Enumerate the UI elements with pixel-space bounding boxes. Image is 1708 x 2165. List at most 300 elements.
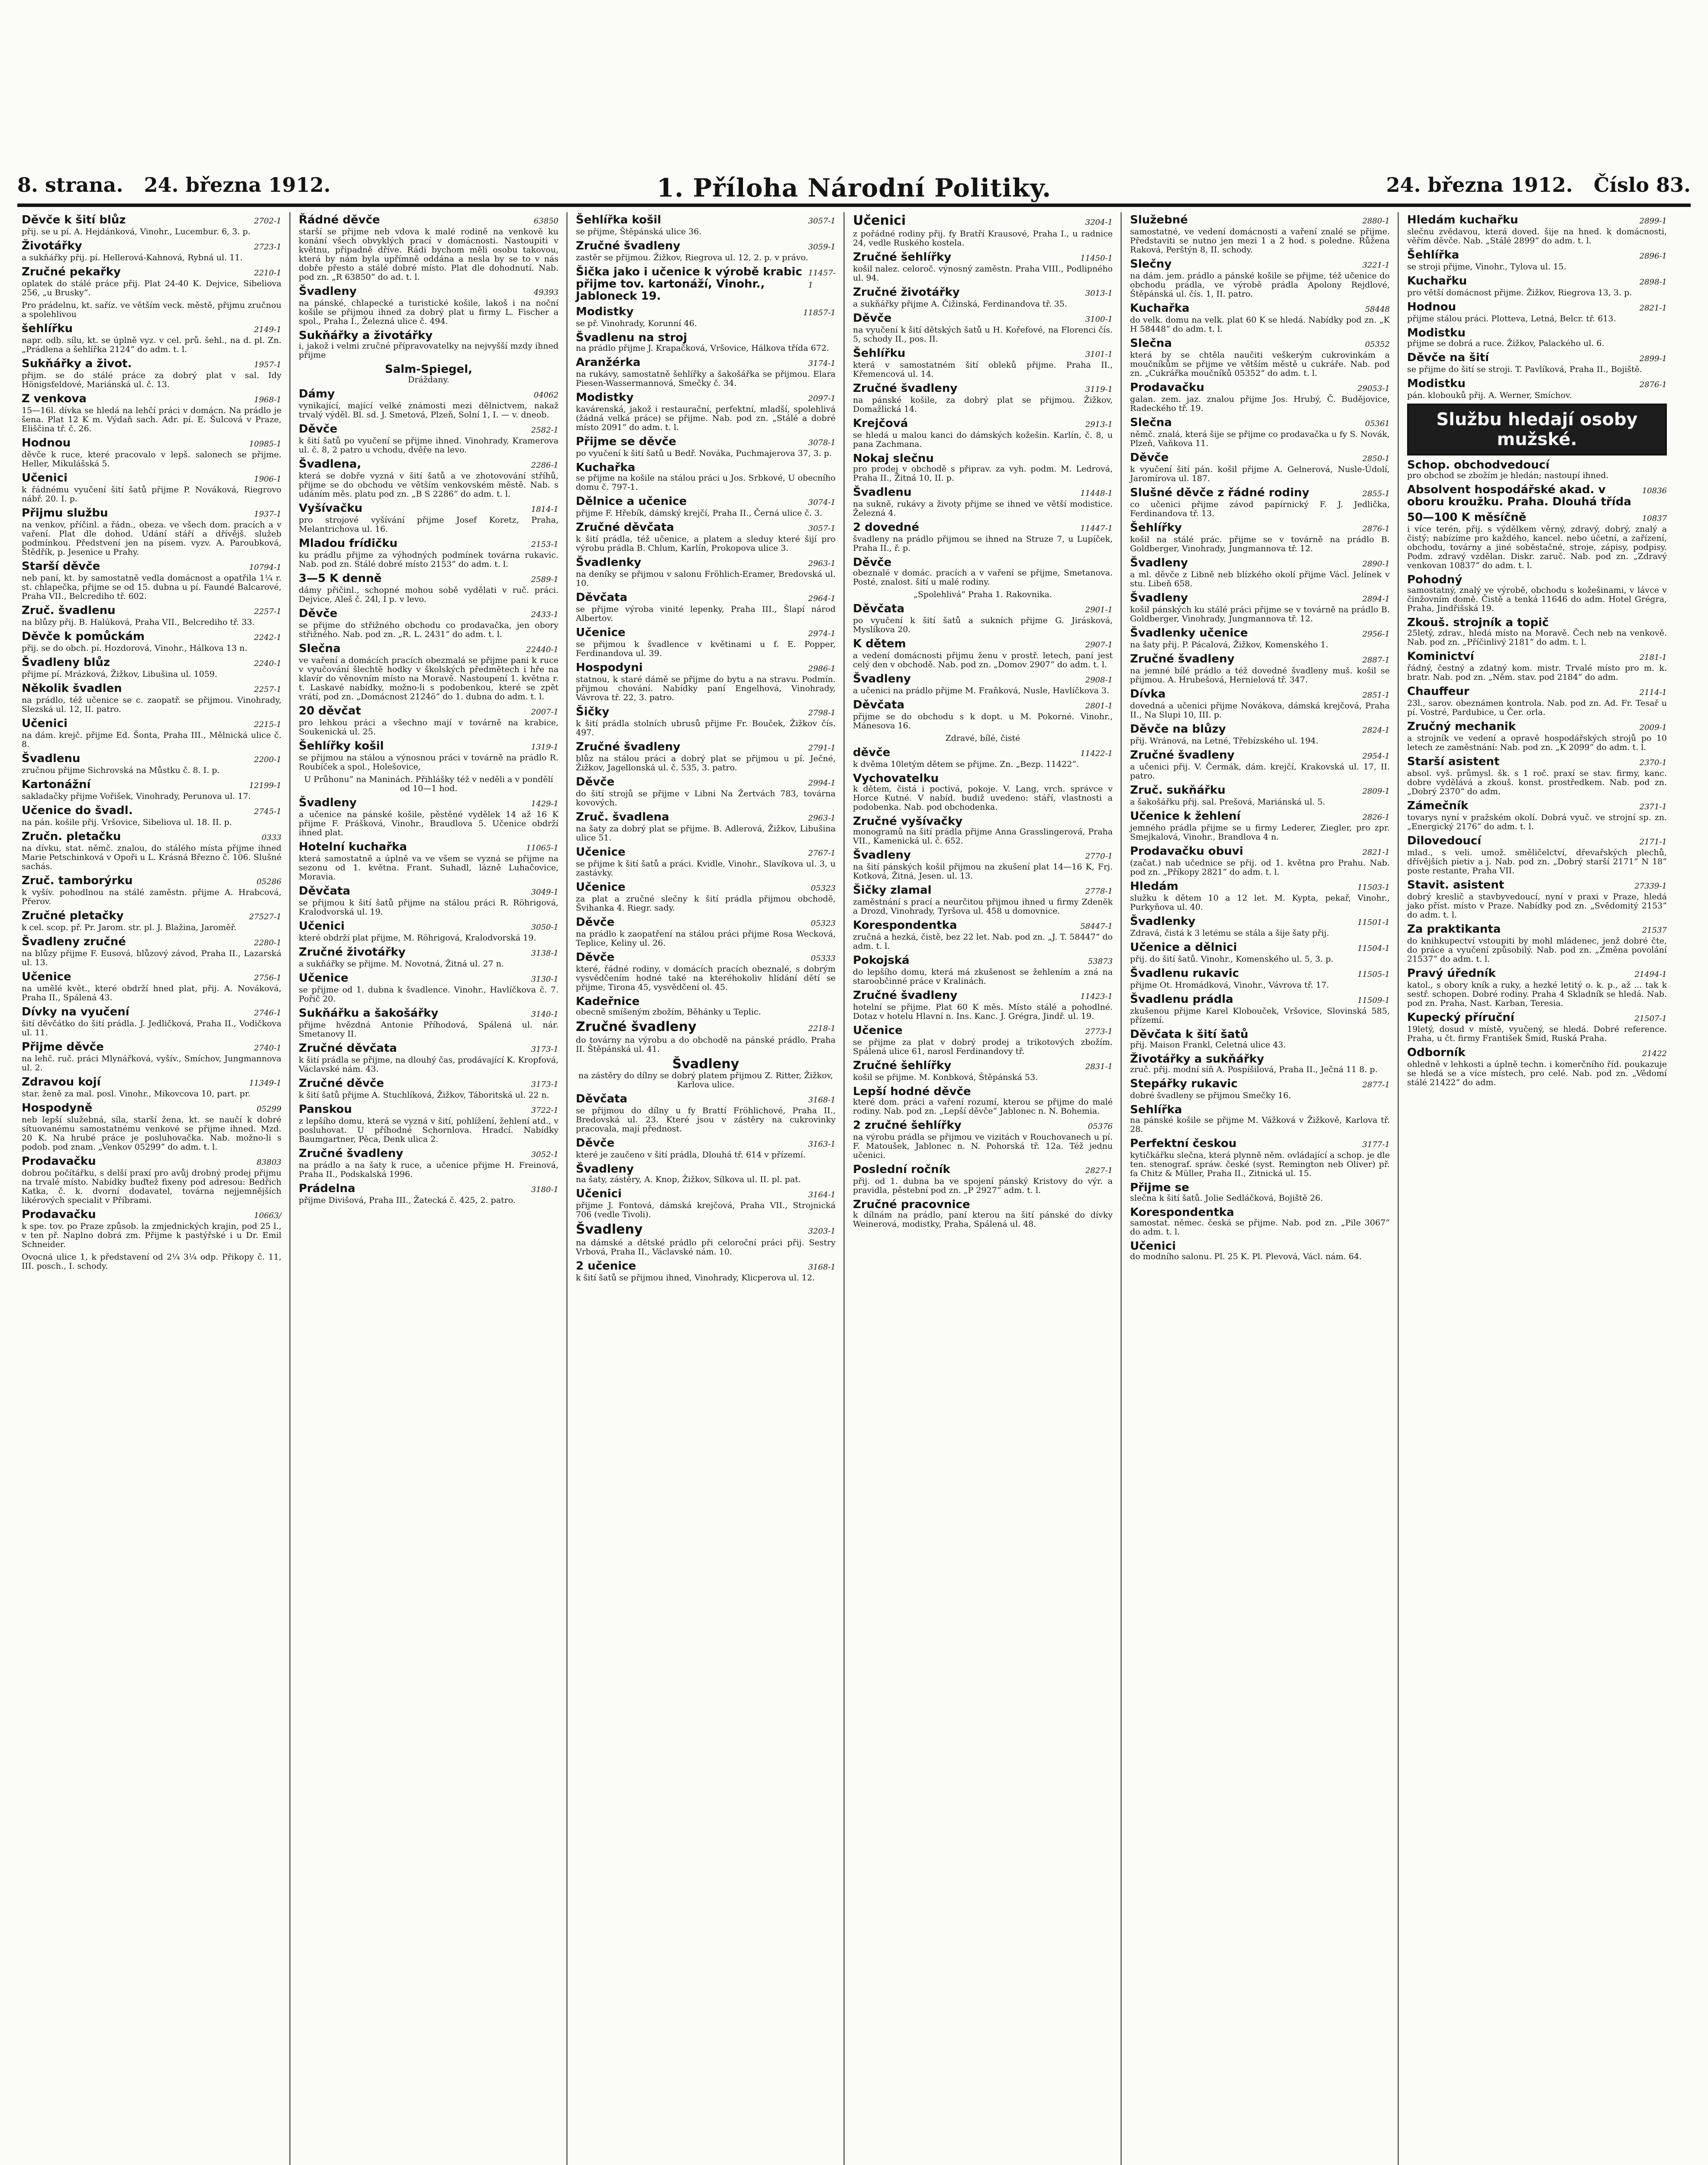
classified-ad	[576, 1260, 836, 1283]
ad-heading	[853, 849, 1113, 863]
ad-body: se stroji přijme, Vinohr., Tylova ul. 15.	[1407, 262, 1566, 271]
ad-body: po vyučení k šití šatů u Bedř. Nováka, Puchmajerova 37, 3. p.	[576, 449, 832, 458]
classified-ad	[853, 382, 1113, 414]
ad-code: 2242-1	[254, 633, 281, 642]
ad-body: na lehč. ruč. práci Mlynářková, vyšív., Smíchov, Jungmannova ul. 2.	[22, 1054, 281, 1073]
classified-ad	[576, 556, 836, 588]
ad-code: 2371-1	[1639, 802, 1667, 811]
ad-heading	[1407, 214, 1667, 227]
ad-title: Šehlířky	[1130, 521, 1182, 534]
ad-code: 2097-1	[808, 394, 836, 403]
ad-heading	[1130, 417, 1390, 430]
ad-code: 3168-1	[808, 1095, 836, 1105]
classified-ad	[22, 1041, 281, 1073]
ad-code: 2215-1	[254, 720, 281, 729]
ad-heading	[1407, 756, 1667, 769]
ad-code: 2433-1	[531, 610, 559, 619]
ad-title: Děvče	[299, 423, 338, 436]
classified-ad	[576, 1163, 836, 1184]
ad-title: Aranžérka	[576, 356, 641, 369]
classified-ad	[576, 776, 836, 808]
ad-heading	[576, 266, 836, 302]
ad-title: Prodavačku	[22, 1208, 96, 1221]
classified-ad	[576, 846, 836, 878]
ad-heading	[1130, 653, 1390, 666]
ad-title: Děvče	[299, 607, 338, 620]
classified-ad	[299, 388, 559, 420]
ad-code: 2370-1	[1639, 758, 1667, 767]
ad-heading	[1130, 258, 1390, 271]
ad-code: 11450-1	[1080, 254, 1113, 263]
ad-code: 2114-1	[1639, 688, 1667, 697]
ad-heading	[299, 1042, 559, 1056]
ad-column-3	[571, 212, 840, 2165]
ad-heading	[22, 358, 281, 371]
ad-body: děvče k ruce, které pracovalo v lepš. salonech se přijme. Heller, Mikulášská 5.	[22, 450, 281, 469]
ad-title: Zručné děvče	[299, 1077, 384, 1090]
ad-title: Šehlířky košil	[299, 740, 384, 753]
ad-title: Švadlenu rukavic	[1130, 967, 1239, 980]
classified-ad	[853, 884, 1113, 916]
ad-code: 3057-1	[808, 524, 836, 533]
ad-code: 2702-1	[254, 216, 281, 226]
classified-ad	[576, 521, 836, 553]
ad-title: Prodavačku obuvi	[1130, 845, 1243, 858]
ad-heading	[1407, 275, 1667, 288]
ad-code: 3173-1	[531, 1080, 559, 1089]
classified-ad	[299, 285, 559, 326]
ad-heading	[853, 884, 1113, 898]
ad-body: 15—16l. dívka se hledá na lehčí práci v domácn. Na prádlo je šena. Plat 12 K m. Výdaň sach. Adr. pí. E. Šulcová v Praze, Eliščina tř. č. 26.	[22, 406, 281, 433]
ad-body: pro větší domácnost přijme. Žižkov, Riegrova 13, 3. p.	[1407, 288, 1632, 297]
ad-body: tovarys nyní v pražském okolí. Dobrá vyuč. ve strojní sp. zn. „Energický 2176“ do adm. t. l.	[1407, 813, 1667, 831]
ad-body: starší se přijme neb vdova k malé rodině na venkově ku konání všech obvyklých prací v domácnosti. Nastoupiti v květnu, připadně dříve. Rádi bychom měli osobu takovou, která by nám byla upřímně oddána a nesla by se to v nás dobře přesto a stálé dobré místo. Plat dle dohodnutí. Nab. pod zn. „R 63850“ do ad. t. l.	[299, 227, 559, 282]
ad-title: Učenice	[853, 1024, 903, 1037]
classified-ad	[853, 989, 1113, 1021]
ad-body: vynikající, mající velké známosti mezi dělnictvem, nakaž trvalý výděl. Bl. sd. J. Smetová, Plzeň, Solní 1, I. — v. dneob.	[299, 401, 559, 420]
ad-title: Děvče	[576, 776, 615, 788]
classified-ad	[22, 936, 281, 967]
ad-title: Učenice	[576, 881, 626, 894]
ad-heading	[1130, 749, 1390, 763]
ad-heading	[576, 306, 836, 319]
ad-heading	[1407, 574, 1667, 586]
ad-heading	[576, 240, 836, 253]
classified-ad	[1130, 452, 1390, 483]
ad-body: na dám. jem. prádlo a pánské košile se přijme, též učenice do obchodu prádla, ve výrobě prádla Apolony Rejdlové, Štěpánská ul. čís. 1, II. patro.	[1130, 271, 1390, 299]
ad-title: Šehlířka košil	[576, 213, 662, 226]
ad-code: 27527-1	[249, 912, 281, 921]
ad-code: 2963-1	[808, 559, 836, 568]
ad-heading	[853, 699, 1113, 712]
ad-title: Zdravou kojí	[22, 1076, 101, 1089]
ad-heading	[576, 462, 836, 474]
ad-heading	[1407, 484, 1667, 508]
ad-body: do modního salonu. Pl. 25 K. Pl. Plevová, Václ. nám. 64.	[1130, 1252, 1362, 1261]
ad-body: přijm. se do stálé práce za dobrý plat v sal. Idy Hönigsfeldové, Mariánská ul. č. 13.	[22, 371, 281, 389]
ad-heading	[853, 286, 1113, 300]
ad-code: 2954-1	[1362, 752, 1390, 761]
ad-body: do velk. domu na velk. plat 60 K se hledá. Nabídky pod zn. „K H 58448“ do adm. t. l.	[1130, 315, 1390, 334]
ad-body: přijme stálou práci. Plotteva, Letná, Belcr. tř. 613.	[1407, 314, 1616, 323]
ad-heading	[1130, 1206, 1390, 1218]
ad-code: 10794-1	[249, 563, 281, 572]
classified-ad	[22, 630, 281, 653]
classified-ad	[853, 1119, 1113, 1160]
classified-ad	[1130, 749, 1390, 781]
ad-title: děvče	[853, 746, 891, 759]
ad-code: 1814-1	[531, 505, 559, 514]
classified-ad	[853, 347, 1113, 379]
ad-code: 3119-1	[1085, 385, 1113, 394]
ad-body: přijme pí. Mrázková, Žižkov, Libušina ul. 1059.	[22, 669, 217, 679]
ad-heading	[853, 521, 1113, 535]
ad-title: Učenici	[853, 213, 906, 228]
ad-title: Děvče na blůzy	[1130, 723, 1226, 736]
classified-ad	[1130, 653, 1390, 685]
classified-ad	[1407, 301, 1667, 323]
ad-column-2	[294, 212, 563, 2165]
ad-code: 2831-1	[1085, 1062, 1113, 1071]
ad-body: na pánské, chlapecké a turistické košile, lakoš i na noční košile se přijmou ihned za dobrý plat u firmy L. Fischer a spol., Praha I., Železná ulice č. 494.	[299, 298, 559, 326]
classified-ad	[1407, 378, 1667, 400]
ad-heading	[853, 772, 1113, 785]
ad-body: oplatek do stálé práce přij. Plat 24-40 K. Dejvice, Sibeliova 256, „u Brusky“.	[22, 279, 281, 297]
ad-title: Zruč. švadlenu	[22, 604, 116, 617]
ad-heading	[22, 560, 281, 574]
ad-heading	[853, 919, 1113, 933]
classified-ad	[1130, 941, 1390, 964]
ad-heading	[853, 1024, 1113, 1038]
ad-title: Učenici	[576, 1187, 622, 1200]
ad-code: 2801-1	[1085, 701, 1113, 711]
classified-ad	[299, 920, 559, 943]
ad-title: Sukňářku a šakošářky	[299, 1007, 439, 1020]
classified-ad	[1407, 967, 1667, 1008]
ad-code: 2009-1	[1639, 723, 1667, 732]
ad-title: Šehlířku	[853, 347, 906, 360]
classified-ad	[576, 1223, 836, 1257]
ad-title: Slečna	[1130, 337, 1172, 350]
classified-ad	[22, 1253, 281, 1271]
ad-heading	[1130, 845, 1390, 859]
ad-heading	[1130, 627, 1390, 640]
ad-heading	[853, 1119, 1113, 1133]
ad-title: Švadlenky	[576, 556, 642, 569]
ad-code: 2850-1	[1362, 454, 1390, 463]
ad-title: Služebné	[1130, 213, 1188, 226]
ad-body: statnou, k staré dámě se přijme do bytu a na stravu. Podmín. přijmou chování. Nabídky paní Engelhová, Vinohrady, Vávrova tř. 22, 3. patro.	[576, 675, 836, 702]
ad-title: Kuchařka	[576, 461, 636, 474]
classified-ad	[576, 811, 836, 843]
ad-body: na sukně, rukávy a životy přijme se ihned ve větší modistice. Železná 4.	[853, 499, 1113, 518]
ad-body: zručnou přijme Sichrovská na Můstku č. 8. I. p.	[22, 766, 220, 775]
ad-code: 05361	[1365, 419, 1390, 428]
ad-code: 2913-1	[1085, 420, 1113, 429]
ad-title: 50—100 K měsíčně	[1407, 511, 1527, 524]
classified-ad	[1130, 337, 1390, 378]
classified-ad	[22, 656, 281, 679]
ad-heading	[576, 811, 836, 824]
classified-ad	[1130, 993, 1390, 1025]
ad-title: šehlířku	[22, 322, 73, 335]
ad-code: 2153-1	[531, 540, 559, 549]
ad-title: Švadlenky	[1130, 915, 1196, 928]
ad-title: Modistky	[576, 305, 634, 318]
ad-body: se přijme za plat v dobrý prodej a trikotových zbožím. Spálená ulice 61, narosl Ferdinandovy tř.	[853, 1037, 1113, 1056]
classified-ad	[1130, 880, 1390, 912]
classified-ad	[576, 306, 836, 328]
ad-heading	[1407, 459, 1667, 471]
classified-ad	[853, 1086, 1113, 1116]
ad-code: 21537	[1642, 926, 1667, 935]
classified-ad	[22, 507, 281, 557]
ad-code: 2907-1	[1085, 640, 1113, 650]
ad-body: jemného prádla přijme se u firmy Lederer, Ziegler, pro zpr. Smejkalová, Vinohr., Brandlova 4 n.	[1130, 823, 1390, 842]
classified-ad	[1130, 627, 1390, 650]
ad-code: 10837	[1642, 514, 1667, 523]
ad-body: pro obchod se zbožím je hledán; nastoupí ihned.	[1407, 471, 1609, 480]
ad-code: 2901-1	[1085, 605, 1113, 614]
ad-heading	[22, 682, 281, 696]
classified-ad	[853, 251, 1113, 283]
classified-ad	[299, 1007, 559, 1039]
ad-body: které obdrží plat přijme, M. Röhrigová, Kralodvorská 19.	[299, 933, 536, 943]
classified-ad	[299, 330, 559, 360]
ad-code: 1906-1	[254, 475, 281, 484]
classified-ad	[853, 638, 1113, 669]
ad-title: Děvčata	[299, 885, 351, 898]
ad-title: Hledám kuchařku	[1407, 213, 1518, 226]
ad-body: star. ženě za mal. posl. Vinohr., Mikovcova 10, part. pr.	[22, 1089, 251, 1099]
ad-title: Chauffeur	[1407, 685, 1469, 698]
ad-heading	[22, 717, 281, 731]
classified-ad	[853, 1060, 1113, 1082]
ad-code: 05323	[810, 884, 836, 893]
classified-ad	[576, 1093, 836, 1134]
ad-heading	[576, 881, 836, 895]
ad-heading	[299, 1183, 559, 1196]
ad-body: ve vaření a domácích pracích obezmalá se přijme pani k ruce v vyučování šlechtě hodky v školských předmětech i hře na klavír do věnovním místo na Moravě. Nastoupení 1. května r. t. Laskavé nabídky, možno-li s podobenkou, které se zpět vrátí, pod zn. „Domácnost 2124ö“ do 1. dubna do adm. t. l.	[299, 656, 559, 701]
ad-heading	[299, 1103, 559, 1117]
ad-body: napr. odb. sílu, kt. se úplně vyz. v cel. prů. šehl., na d. pl. Zn. „Prádlena a šehlířka 2124“ do adm. t. l.	[22, 336, 281, 354]
ad-code: 2756-1	[254, 973, 281, 982]
ad-code: 2821-1	[1639, 304, 1667, 313]
ad-body: na deníky se přijmou v salonu Fröhlich-Eramer, Bredovská ul. 10.	[576, 569, 836, 588]
ad-body: U Průhonu“ na Maninách. Přihlášky též v neděli a v pondělí od 10—1 hod.	[304, 775, 553, 793]
ad-code: 3204-1	[1085, 218, 1113, 227]
ad-heading	[576, 436, 836, 449]
ad-title: Zručn. pletačku	[22, 830, 121, 843]
ad-heading	[576, 332, 836, 344]
ad-body: dobrý kreslič a stavbyvedoucí, nyní v praxi v Praze, hledá jako příst. místo v Praze. Nabídky pod zn. „Svědomitý 2153“ do adm. t. l.	[1407, 892, 1667, 920]
ad-body: která v samostatném šití obleků přijme. Praha II., Křemencová ul. 14.	[853, 360, 1113, 379]
ad-body: se přijmou k švadlence v květinami u f. E. Popper, Ferdinandova ul. 39.	[576, 640, 836, 658]
classified-ad	[576, 951, 836, 992]
classified-ad	[853, 746, 1113, 769]
ad-body: k šití šatů se přijmou ihned, Vinohrady, Klicperova ul. 12.	[576, 1273, 815, 1283]
ad-heading	[576, 662, 836, 675]
classified-ad	[576, 462, 836, 492]
ad-body: přij. do šití šatů. Vinohr., Komenského ul. 5, 3. p.	[1130, 954, 1333, 964]
classified-ad	[853, 954, 1113, 986]
ad-heading	[299, 972, 559, 986]
ad-title: Hodnou	[1407, 301, 1456, 313]
ad-title: Zručné pletačky	[22, 909, 124, 922]
classified-ad	[1407, 1011, 1667, 1043]
classified-ad	[22, 830, 281, 871]
ad-heading	[1407, 249, 1667, 262]
classified-ad	[576, 627, 836, 658]
ad-code: 2851-1	[1362, 691, 1390, 700]
ad-title: Šičky	[576, 705, 610, 718]
ad-body: z pořádné rodiny přij. fy Bratří Krausové, Praha I., u radnice 24, vedle Ruského kostela.	[853, 229, 1113, 248]
ad-code: 2877-1	[1362, 1080, 1390, 1089]
ad-heading	[576, 1163, 836, 1175]
classified-ad	[853, 919, 1113, 951]
ad-heading	[299, 841, 559, 854]
ad-title: Zručné šehlířky	[853, 251, 952, 264]
ad-code: 11423-1	[1080, 992, 1113, 1001]
ad-code: 2740-1	[254, 1044, 281, 1053]
ad-code: 1937-1	[254, 510, 281, 519]
ad-body: na prádlo přijme J. Krapačková, Vršovice, Hálkova třída 672.	[576, 343, 829, 353]
ad-column-content	[849, 212, 1117, 1229]
classified-ad	[1130, 1078, 1390, 1100]
ad-title: Zkouš. strojník a topič	[1407, 616, 1549, 629]
ad-title: Modistku	[1407, 326, 1466, 339]
ad-title: Zručné švadleny	[299, 1147, 404, 1160]
ad-code: 2890-1	[1362, 559, 1390, 569]
ad-body: po vyučení k šití šatů a sukních přijme G. Jirásková, Myslíkova 20.	[853, 616, 1113, 634]
ad-title: Zruč. tamborýrku	[22, 874, 133, 887]
classified-ad	[22, 1076, 281, 1099]
ad-title: 2 zručné šehlířky	[853, 1119, 962, 1132]
ad-title: Děvče k pomůckám	[22, 630, 145, 643]
classified-ad	[1407, 459, 1667, 480]
ad-title: Zručné švadleny	[1130, 749, 1235, 762]
ad-body: na šaty za dobrý plat se přijme. B. Adlerová, Žižkov, Libušina ulice 51.	[576, 824, 836, 843]
ad-body: absol. vyš. průmysl. šk. s 1 roč. praxí se stav. firmy, kanc. dobre vydělává a zkouš. konst. prostředkem. Nab. pod zn. „Dobrý 2370“ do adm.	[1407, 769, 1667, 796]
ad-code: 05333	[810, 954, 836, 963]
ad-title: Slušné děvče z řádné rodiny	[1130, 486, 1310, 499]
ad-title: Kadeřnice	[576, 995, 640, 1008]
classified-ad	[299, 537, 559, 569]
ad-code: 11509-1	[1357, 996, 1390, 1005]
ad-body: do šití strojů se přijme v Libni Na Žertvách 783, továrna kovových.	[576, 789, 836, 808]
classified-ad	[299, 797, 559, 837]
ad-title: Švadlenu	[22, 752, 81, 765]
classified-ad	[576, 662, 836, 702]
ad-body: a vedení domácnosti přijmu ženu v prostř. letech, paní jest celý den v obchodě. Nab. pod zn. „Domov 2907“ do adm. t. l.	[853, 651, 1113, 669]
classified-ad	[576, 266, 836, 302]
ad-heading	[22, 753, 281, 766]
ad-heading	[22, 656, 281, 670]
classified-ad	[299, 705, 559, 737]
ad-code: 2827-1	[1085, 1166, 1113, 1175]
classified-ad	[1407, 879, 1667, 920]
ad-body: na dámské a dětské prádlo při celoroční práci přij. Sestry Vrbová, Praha II., Václavské nám. 10.	[576, 1238, 836, 1257]
ad-body: do lepšího domu, která má zkušenost se žehlením a zná na staroobčinné práce v Kralinách.	[853, 967, 1113, 986]
classified-ad	[576, 706, 836, 737]
ad-title: Učenici	[22, 717, 68, 730]
classified-ad	[1407, 617, 1667, 647]
ad-heading	[299, 214, 559, 227]
ad-body: a šakošářku přij. sal. Prešová, Mariánská ul. 5.	[1130, 797, 1325, 807]
ad-heading	[1130, 810, 1390, 824]
ad-code: 22440-1	[526, 645, 559, 654]
classified-ad	[22, 1209, 281, 1249]
classified-ad	[853, 521, 1113, 553]
classified-ad	[1407, 685, 1667, 717]
ad-code: 2974-1	[808, 629, 836, 638]
ad-heading	[1130, 452, 1390, 465]
ad-heading	[1130, 915, 1390, 929]
ad-body: se př. Vinohrady, Korunní 46.	[576, 319, 697, 328]
ad-body: na blůzy přij. B. Halúková, Praha VII., Belcrediho tř. 33.	[22, 617, 255, 627]
classified-ad	[22, 472, 281, 504]
ad-body: které je zaučeno v šití prádla, Dlouhá tř. 614 v přízemí.	[576, 1150, 806, 1160]
ad-body: Zdravé, bílé, čisté	[945, 734, 1020, 743]
ad-heading	[853, 1199, 1113, 1211]
ad-body: hotelní se přijme. Plat 60 K měs. Místo stálé a pohodlné. Dotaz v hotelu Hlavní n. Ins. Kanc. J. Grégra, Jindř. ul. 19.	[853, 1002, 1113, 1021]
classified-ad	[1130, 1182, 1390, 1203]
ad-body: katol., s obory kník a ruky, a hezké letitý o. k. p., až ... tak k sestř. schopen. Dobré rodiny. Praha 4 Skladník se hledá. Nab. pod zn. Praha, Nast. Karban, Teresia.	[1407, 980, 1667, 1008]
classified-ad	[1407, 249, 1667, 271]
ad-code: 2181-1	[1639, 653, 1667, 662]
ad-body: kavárenská, jakož i restaurační, perfektní, mladší, spolehlivá (žádná velká práce) se přijme. Nab. pod zn. „Stálé a dobré místo 2091“ do adm. t. l.	[576, 404, 836, 432]
ad-code: 53873	[1088, 957, 1113, 966]
ad-title: Učenice a dělnici	[1130, 941, 1237, 954]
ad-code: 2149-1	[254, 325, 281, 334]
ad-heading	[853, 815, 1113, 827]
ad-title: Zručné životářky	[853, 286, 960, 299]
ad-code: 3074-1	[808, 498, 836, 507]
classified-ad	[22, 682, 281, 714]
ad-body: na zástěry do dílny se dobrý platem přijmou Z. Ritter, Žižkov, Karlova ulice.	[578, 1071, 833, 1089]
ad-code: 63850	[533, 216, 559, 226]
ad-code: 2218-1	[808, 1024, 836, 1033]
ad-title: Švadlenu na stroj	[576, 331, 688, 344]
ad-body: která by se chtěla naučiti veškerým cukrovinkám a moučníkům se přijme ve větším městě u cukráře. Nab. pod zn. „Cukrářka moučníků 05352“ do adm. t. l.	[1130, 350, 1390, 378]
ad-body: na pán. košile přij. Vršovice, Sibeliova ul. 18. II. p.	[22, 818, 232, 827]
ad-code: 2791-1	[808, 743, 836, 753]
ad-body: a ml. děvče z Libně neb blízkého okolí přijme Václ. Jelínek v stu. Libeň 658.	[1130, 570, 1390, 588]
ad-column-6	[1403, 212, 1671, 2165]
ad-heading	[1130, 214, 1390, 227]
ad-code: 2899-1	[1639, 354, 1667, 363]
ad-heading	[1407, 923, 1667, 937]
ad-heading	[853, 603, 1113, 616]
ad-title: Švadlenu prádla	[1130, 993, 1233, 1006]
ad-code: 05352	[1365, 340, 1390, 349]
classified-ad	[299, 1103, 559, 1144]
ad-body: „Spolehlivá“ Praha 1. Rakovnika.	[914, 590, 1052, 599]
ad-code: 3049-1	[531, 888, 559, 897]
ad-body: i, jakož i velmi zručné přípravovatelky na nejvyšší mzdy ihned přijme	[299, 341, 559, 360]
ad-title: Hodnou	[22, 436, 71, 449]
ad-heading	[299, 1007, 559, 1021]
ad-code: 3173-1	[531, 1045, 559, 1054]
ad-body: šití děvčátko do šití prádla. J. Jedličková, Praha II., Vodičkova ul. 11.	[22, 1019, 281, 1037]
ad-body: slečna k šití šatů. Jolie Sedláčková, Bojiště 26.	[1130, 1193, 1323, 1203]
classified-ad	[299, 458, 559, 499]
classified-ad	[1407, 327, 1667, 348]
header-right: 24. března 1912. Číslo 83.	[1386, 173, 1691, 197]
ad-column-content	[1126, 212, 1394, 1261]
ad-heading	[576, 627, 836, 640]
ad-code: 3180-1	[531, 1185, 559, 1194]
